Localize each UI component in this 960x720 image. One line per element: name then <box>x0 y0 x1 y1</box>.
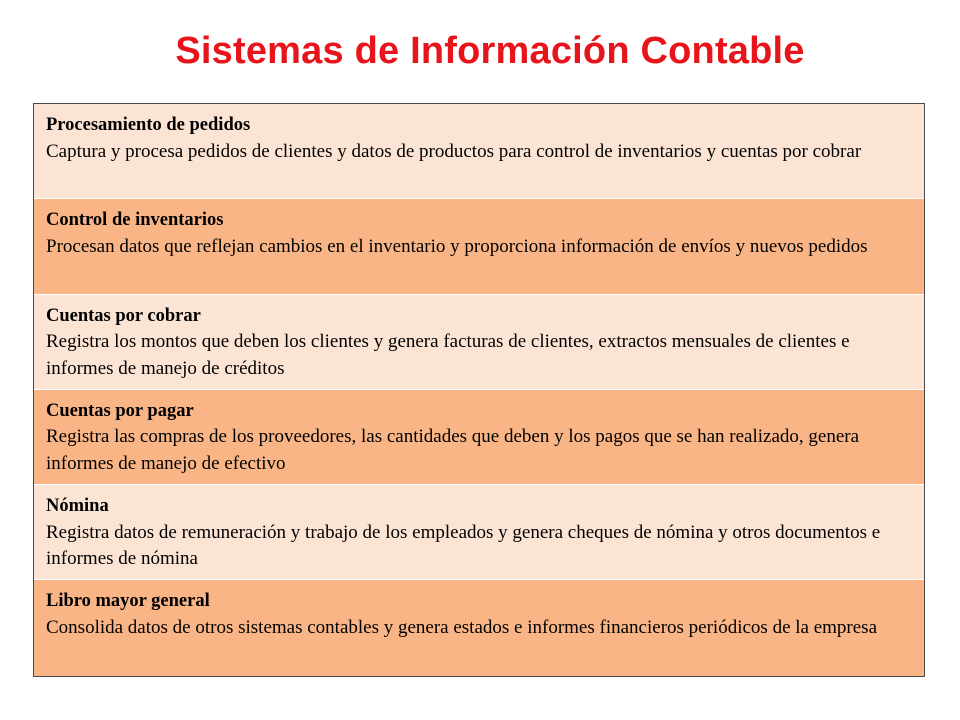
row-title: Cuentas por pagar <box>46 400 194 421</box>
row-description: Registra los montos que deben los clientes y genera facturas de clientes, extractos mensuales de clientes e informes de manejo de créditos <box>46 331 850 379</box>
row-description: Procesan datos que reflejan cambios en el inventario y proporciona información de envíos y nuevos pedidos <box>46 235 868 257</box>
row-description: Registra datos de remuneración y trabajo de los empleados y genera cheques de nómina y otros documentos e informes de nómina <box>46 521 881 570</box>
table-row <box>34 485 924 580</box>
row-title: Control de inventarios <box>46 210 224 231</box>
table-row <box>34 295 924 390</box>
row-title: Procesamiento de pedidos <box>46 115 251 135</box>
row-title: Libro mayor general <box>46 591 210 612</box>
row-description: Registra las compras de los proveedores, las cantidades que deben y los pagos que se han realizado, genera informes de manejo de efectivo <box>46 426 860 474</box>
table-row <box>34 199 924 294</box>
row-description: Captura y procesa pedidos de clientes y datos de productos para control de inventarios y cuentas por cobrar <box>46 140 862 162</box>
row-title: Cuentas por cobrar <box>46 305 201 326</box>
table-row <box>34 104 924 199</box>
page-title: Sistemas de Información Contable <box>175 30 805 72</box>
row-description: Consolida datos de otros sistemas contables y genera estados e informes financieros periódicos de la empresa <box>46 616 878 638</box>
table-row <box>34 390 924 485</box>
systems-table <box>33 103 925 677</box>
table-row <box>34 580 924 675</box>
row-title: Nómina <box>46 496 109 517</box>
